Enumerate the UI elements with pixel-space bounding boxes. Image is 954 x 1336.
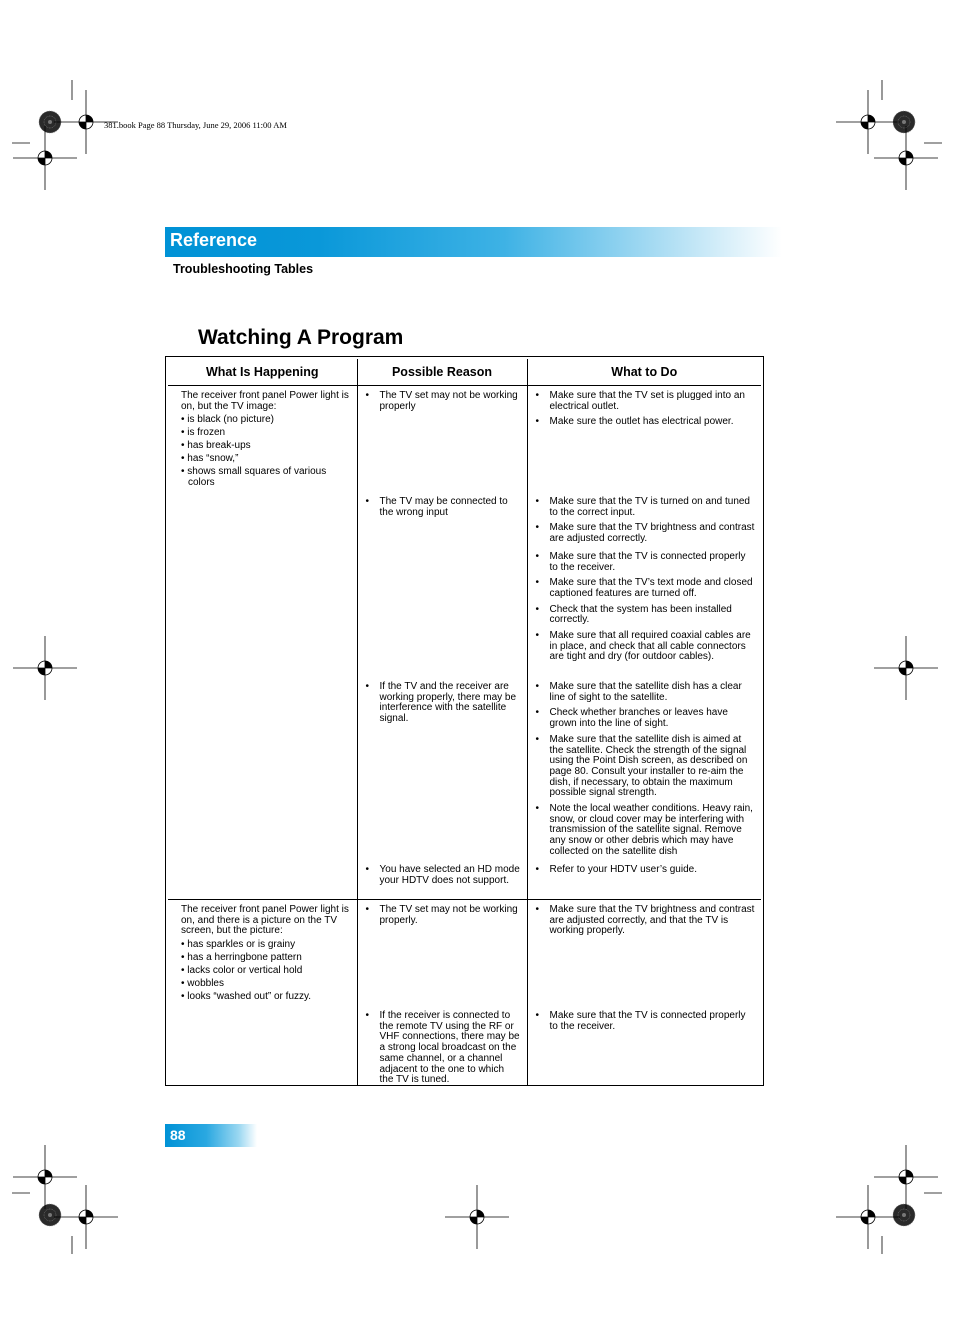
- happening-intro: The receiver front panel Power light is on, but the TV image:: [181, 390, 349, 412]
- happening-cell: [168, 386, 357, 900]
- reason-text: • The TV set may not be working properly.: [366, 905, 521, 926]
- troubleshooting-table-frame: [165, 356, 764, 1086]
- symptom-item: • lacks color or vertical hold: [181, 966, 351, 977]
- symptom-item: • looks “washed out” or fuzzy.: [181, 992, 351, 1003]
- reason-text: • You have selected an HD mode your HDTV does not support.: [366, 865, 521, 886]
- action-item: • Make sure that the TV is connected properly to the receiver.: [536, 1011, 756, 1032]
- action-item: • Check that the system has been installed correctly.: [536, 605, 756, 626]
- symptom-item: • is frozen: [181, 428, 351, 439]
- reason-cell: [357, 900, 527, 1087]
- table-shadow-edge: [763, 356, 764, 1086]
- troubleshooting-table: [168, 359, 761, 1086]
- reason-text: • If the receiver is connected to the remote TV using the RF or VHF connections, there may be a strong local broadcast on the same channel, or a channel adjacent to the one to which the TV is tuned.: [366, 1011, 521, 1086]
- page-number: 88: [170, 1127, 186, 1143]
- symptom-item: • shows small squares of various colors: [181, 467, 351, 488]
- table-header-row: [168, 359, 761, 386]
- action-item: • Make sure that the TV brightness and contrast are adjusted correctly.: [536, 523, 756, 544]
- action-item: • Make sure that the TV brightness and contrast are adjusted correctly, and that the TV is working properly.: [536, 905, 756, 937]
- action-item: • Make sure that all required coaxial cables are in place, and check that all cable connectors are tight and dry (for outdoor cables).: [536, 631, 756, 663]
- action-item: • Make sure the outlet has electrical power.: [536, 417, 756, 428]
- symptom-list: [181, 940, 351, 1003]
- action-item: • Make sure that the TV is connected properly to the receiver.: [536, 552, 756, 573]
- action-item: • Note the local weather conditions. Heavy rain, snow, or cloud cover may be interfering with transmission of the satellite signal. Remove any snow or other debris which may have collected on the satellite dish: [536, 804, 756, 858]
- symptom-item: • has break-ups: [181, 441, 351, 452]
- action-item: • Check whether branches or leaves have grown into the line of sight.: [536, 708, 756, 729]
- action-item: • Make sure that the TV’s text mode and closed captioned features are turned off.: [536, 578, 756, 599]
- symptom-item: • is black (no picture): [181, 415, 351, 426]
- column-header: What to Do: [527, 359, 761, 386]
- action-item: • Make sure that the satellite dish has a clear line of sight to the satellite.: [536, 682, 756, 703]
- reason-text: • The TV set may not be working properly: [366, 391, 521, 412]
- section-title: Troubleshooting Tables: [173, 262, 314, 276]
- action-item: • Make sure that the satellite dish is aimed at the satellite. Check the strength of the signal using the Point Dish screen, as described on page 80. Consult your installer to re-aim the dish, if necessary, to obtain the maximum possible signal strength.: [536, 735, 756, 799]
- reason-cell: [357, 386, 527, 900]
- table-row: [168, 386, 761, 900]
- column-header: Possible Reason: [357, 359, 527, 386]
- table-row: [168, 900, 761, 1087]
- happening-intro: The receiver front panel Power light is on, and there is a picture on the TV screen, but the picture:: [181, 904, 349, 937]
- symptom-item: • has a herringbone pattern: [181, 953, 351, 964]
- symptom-item: • has “snow,”: [181, 454, 351, 465]
- symptom-item: • wobbles: [181, 979, 351, 990]
- happening-cell: [168, 900, 357, 1087]
- reason-text: • The TV may be connected to the wrong input: [366, 497, 521, 518]
- action-item: • Make sure that the TV is turned on and tuned to the correct input.: [536, 497, 756, 518]
- symptom-list: [181, 415, 351, 489]
- print-info: 381.book Page 88 Thursday, June 29, 2006 11:00 AM: [104, 120, 287, 130]
- action-cell: [527, 900, 761, 1087]
- symptom-item: • has sparkles or is grainy: [181, 940, 351, 951]
- action-cell: [527, 386, 761, 900]
- action-item: • Refer to your HDTV user’s guide.: [536, 865, 756, 876]
- chapter-banner: [165, 227, 782, 257]
- column-header: What Is Happening: [168, 359, 357, 386]
- action-item: • Make sure that the TV set is plugged into an electrical outlet.: [536, 391, 756, 412]
- reason-text: • If the TV and the receiver are working properly, there may be interference with the satellite signal.: [366, 682, 521, 725]
- page-title: Watching A Program: [198, 326, 404, 349]
- chapter-title: Reference: [170, 230, 258, 250]
